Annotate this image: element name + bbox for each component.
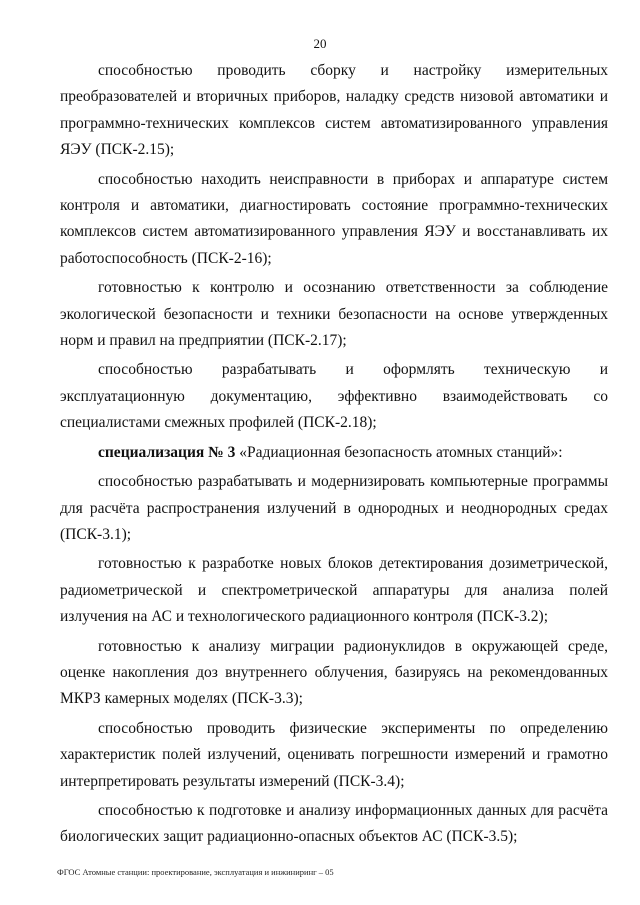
page-footer: ФГОС Атомные станции: проектирование, эксплуатация и инжиниринг – 05 [57, 867, 334, 877]
document-body [60, 58, 608, 851]
specialization-label: специализация № 3 [98, 443, 236, 461]
specialization-title: «Радиационная безопасность атомных станций»: [235, 443, 563, 461]
competency-paragraph: готовностью к разработке новых блоков детектирования дозиметрической, радиометрической и спектрометрической аппаратуры для анализа полей излучения на АС и технологического радиационного контроля (ПСК-3.2); [60, 555, 608, 626]
specialization-heading [60, 440, 608, 466]
competency-paragraph: способностью проводить физические эксперименты по определению характеристик полей излучений, оценивать погрешности измерений и грамотно интерпретировать результаты измерений (ПСК-3.4); [60, 719, 608, 790]
competency-paragraph: способностью находить неисправности в приборах и аппаратуре систем контроля и автоматики, диагностировать состояние программно-технических комплексов систем автоматизированного управления ЯЭУ и восстанавливать их работоспособность (ПСК-2-16); [60, 170, 608, 267]
competency-paragraph: готовностью к анализу миграции радионуклидов в окружающей среде, оценке накопления доз внутреннего облучения, базируясь на рекомендованных МКРЗ камерных моделях (ПСК-3.3); [60, 637, 608, 708]
page-number: 20 [313, 36, 327, 51]
competency-paragraph: способностью к подготовке и анализу информационных данных для расчёта биологических защит радиационно-опасных объектов АС (ПСК-3.5); [60, 801, 608, 846]
competency-paragraph: способностью разрабатывать и оформлять техническую и эксплуатационную документацию, эффективно взаимодействовать со специалистами смежных профилей (ПСК-2.18); [60, 361, 608, 432]
competency-paragraph: способностью проводить сборку и настройку измерительных преобразователей и вторичных приборов, наладку средств низовой автоматики и программно-технических комплексов систем автоматизированного управления ЯЭУ (ПСК-2.15); [60, 62, 608, 159]
competency-paragraph: способностью разрабатывать и модернизировать компьютерные программы для расчёта распространения излучений в однородных и неоднородных средах (ПСК-3.1); [60, 473, 608, 543]
competency-paragraph: готовностью к контролю и осознанию ответственности за соблюдение экологической безопасности и техники безопасности на основе утвержденных норм и правил на предприятии (ПСК-2.17); [60, 279, 608, 350]
